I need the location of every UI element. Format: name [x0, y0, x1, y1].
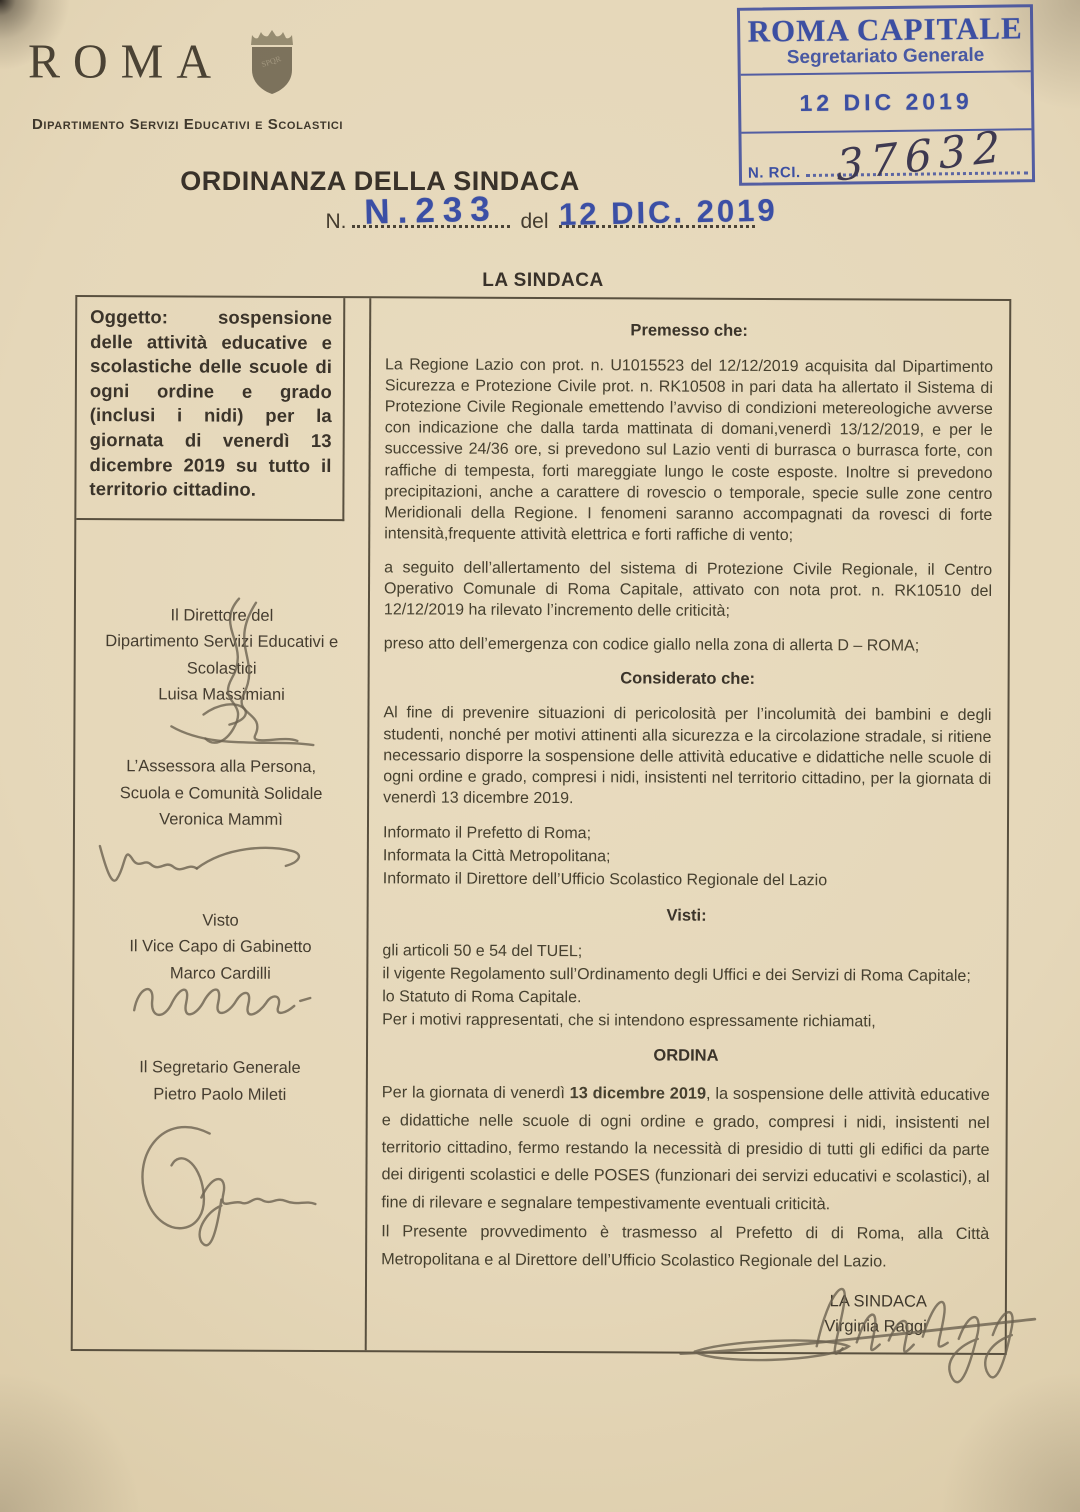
signer-line: Scolastici [186, 658, 257, 678]
number-stamp: N.233 [364, 189, 499, 232]
department-line: Dipartimento Servizi Educativi e Scolastici [32, 116, 344, 133]
registry-stamp [737, 4, 1035, 192]
ordina-date-bold: 13 dicembre 2019 [569, 1084, 707, 1104]
paragraph-ordina-2: Il Presente provvedimento è trasmesso al Prefetto di di Roma, alla Città Metropolitana e al Direttore dell’Ufficio Scolastico Regionale del Lazio. [381, 1222, 990, 1271]
date-dots [558, 192, 778, 233]
signer-line: Il Vice Capo di Gabinetto [129, 937, 312, 957]
signer-block-segretario [73, 1054, 366, 1268]
signer-line: Visto [202, 911, 239, 930]
signer-block-assessora [75, 753, 368, 906]
main-box [71, 295, 1012, 1355]
stamp-number-handwritten: 37632 [835, 121, 1009, 192]
ordinance-number-line [0, 189, 1080, 234]
left-column [73, 297, 370, 1350]
signer-block-direttore [76, 602, 368, 709]
signer-line: Il Direttore del [170, 606, 274, 625]
svg-text:SPQR: SPQR [260, 54, 283, 69]
final-signature-name: Virginia Raggi [824, 1316, 927, 1336]
signature-marco-cardilli [124, 970, 316, 1027]
section-heading-premesso: Premesso che: [630, 321, 748, 340]
signer-line: Marco Cardilli [169, 964, 271, 983]
informato-line: Informato il Prefetto di Roma; [382, 824, 592, 843]
signer-line: Pietro Paolo Mileti [153, 1085, 287, 1104]
signer-line: L’Assessora alla Persona, [126, 757, 317, 777]
section-heading-visti: Visti: [666, 906, 707, 925]
stamp-title: ROMA CAPITALE [747, 10, 1023, 49]
roma-logo: ROMA [28, 34, 225, 89]
final-signature-role: LA SINDACA [829, 1292, 927, 1311]
stamp-subtitle: Segretariato Generale [786, 44, 985, 69]
visti-line: gli articoli 50 e 54 del TUEL; [382, 941, 583, 960]
number-dots [352, 189, 510, 232]
section-heading-ordina: ORDINA [653, 1046, 719, 1066]
stamp-date: 12 DIC 2019 [741, 72, 1032, 134]
roma-shield-logo-icon [243, 26, 301, 96]
signer-line: Scuola e Comunità Solidale [119, 783, 323, 803]
stamp-number-row [741, 121, 1032, 192]
ordina-text-post: , la sospensione delle attività educative e didattiche nelle scuole di ogni ordine e grado, compresi i nidi, insistenti nel territorio cittadino, fermo restando la necessità di presidio di tutti gli edifici da parte dei dirigenti scolastici e delle POSES (funzionari dei servizi educativi e scolastici), al fine di rilevare e segnalare tempestivamente eventuali criticità. [381, 1085, 990, 1214]
subject-box [76, 297, 345, 521]
paragraph-premesso-2: a seguito dell’allertamento del sistema di Protezione Civile Regionale, il Centro Operativo Comunale di Roma Capitale, attivato con nota prot. n. RK10510 del 12/12/2019 ha rilevato l’incremento delle criticità; [383, 559, 993, 621]
stamp-header [740, 7, 1031, 76]
ordinance-title: ORDINANZA DELLA SINDACA [180, 166, 580, 196]
subject-text: Oggetto: sospensione delle attività educative e scolastiche delle scuole di ogni ordine e grado (inclusi i nidi) per la giornata di venerdì 13 dicembre 2019 su tutto il territorio cittadino. [89, 306, 333, 500]
visti-line: il vigente Regolamento sull’Ordinamento degli Uffici e dei Servizi di Roma Capitale; [382, 965, 971, 985]
paragraph-premesso-3: preso atto dell’emergenza con codice giallo nella zona di allerta D – ROMA; [383, 635, 920, 655]
ordina-text-pre: Per la giornata di venerdì [381, 1083, 570, 1103]
date-stamp: 12 DIC. 2019 [558, 192, 778, 233]
number-label: N. [325, 210, 347, 233]
la-sindaca-heading: LA SINDACA [482, 270, 604, 291]
paragraph-considerato: Al fine di prevenire situazioni di pericolosità per l’incolumità dei bambini e degli studenti, nonché per motivi attinenti alla sicurezza e la circolazione stradale, si ritiene necessario disporre la sospensione delle attività educative e didattiche nelle scuole di ogni ordine e grado, compresi i nidi, insistenti nel territorio cittadino, per la giornata di venerdì 13 dicembre 2019. [383, 704, 992, 808]
signer-line: Luisa Massimiani [158, 685, 285, 704]
signer-line: Dipartimento Servizi Educativi e [105, 632, 339, 652]
stamp-number-label: N. RCI. [747, 164, 801, 182]
signer-block-vice-capo [74, 907, 367, 1036]
signature-veronica-mammi [93, 835, 318, 898]
informato-line: Informato il Direttore dell’Ufficio Scolastico Regionale del Lazio [382, 870, 828, 890]
signature-pietro-paolo-mileti [117, 1109, 323, 1260]
visti-line: Per i motivi rappresentati, che si intendono espressamente richiamati, [382, 1011, 876, 1031]
del-label: del [520, 210, 549, 233]
paragraph-premesso-1: La Regione Lazio con prot. n. U1015523 del 12/12/2019 acquisita dal Dipartimento Sicurezza e Protezione Civile prot. n. RK10508 in pari data ha allertato il Sistema di Protezione Civile Regionale emettendo l’avviso di condizioni metereologiche avverse con indicazione che dalla tarda mattinata di domani,venerdì 13/12/2019, e per le successive 24/36 ore, si prevedono sul Lazio venti di burrasca o burrasca forte, con raffiche di tempesta, forti mareggiate lungo le coste esposte. Inoltre si prevedono precipitazioni, anche a carattere di rovescio o temporale, specie sulle zone centro Meridionali della Regione. I fenomeni saranno accompagnati da rovesci di forte intensità,frequente attività elettrica e forti raffiche di vento; [384, 356, 994, 544]
signer-line: Il Segretario Generale [139, 1058, 301, 1078]
signer-line: Veronica Mammì [159, 810, 283, 829]
paragraph-ordina-1 [381, 1080, 990, 1220]
right-column [365, 298, 1010, 1353]
informato-line: Informata la Città Metropolitana; [382, 847, 611, 866]
section-heading-considerato: Considerato che: [620, 669, 756, 689]
visti-line: lo Statuto di Roma Capitale. [382, 988, 582, 1007]
final-signature-block [381, 1287, 989, 1339]
